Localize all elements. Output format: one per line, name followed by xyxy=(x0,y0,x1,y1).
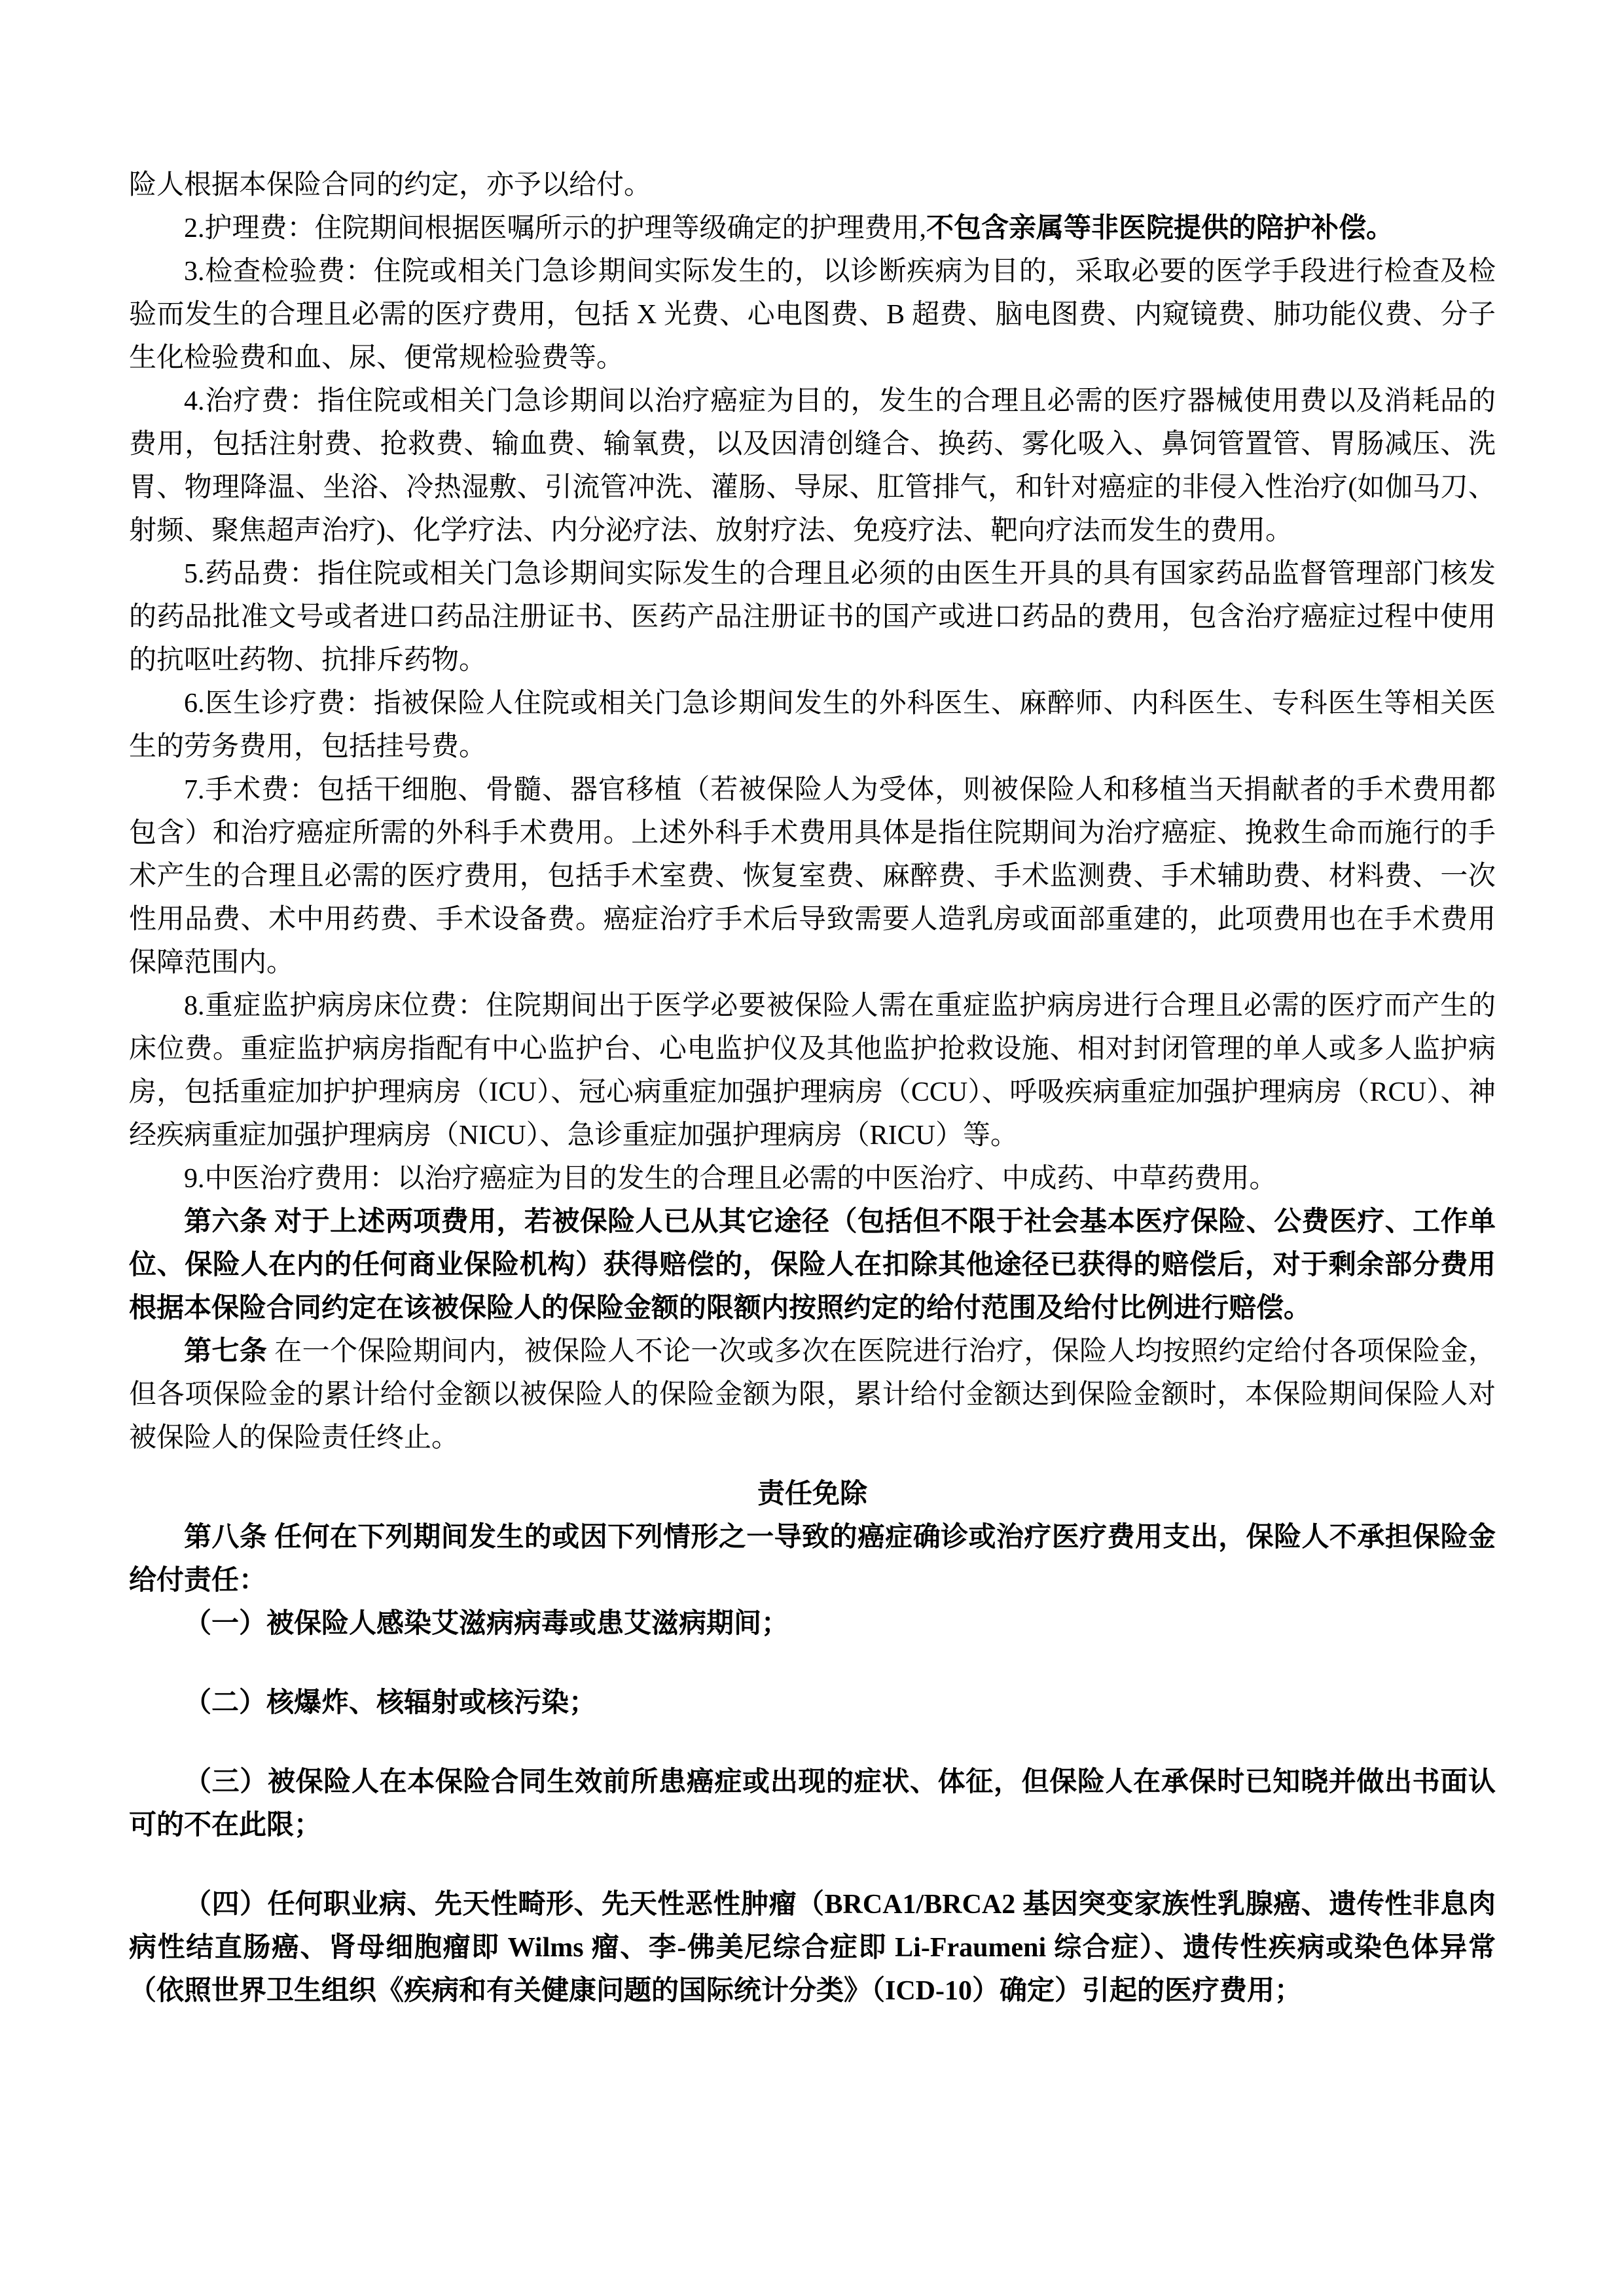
text-run: 5.药品费：指住院或相关门急诊期间实际发生的合理且必须的由医生开具的具有国家药品监督管理部门核发的药品批准文号或者进口药品注册证书、医药产品注册证书的国产或进口药品的费用，包含治疗癌症过程中使用的抗呕吐药物、抗排斥药物。 xyxy=(129,559,1496,675)
exclusion-1 xyxy=(129,1602,1496,1645)
text-run: （四）任何职业病、先天性畸形、先天性恶性肿瘤（BRCA1/BRCA2 基因突变家族性乳腺癌、遗传性非息肉病性结直肠癌、肾母细胞瘤即 Wilms 瘤、李-佛美尼综合症即 Li-Fraumeni 综合症）、遗传性疾病或染色体异常（依照世界卫生组织《疾病和有关健康问题的国际统计分类》（ICD-10）确定）引起的医疗费用； xyxy=(129,1890,1496,2006)
text-run: （二）核爆炸、核辐射或核污染； xyxy=(184,1688,597,1718)
item-7-surgery-fee xyxy=(129,768,1496,984)
text-run: 第六条 对于上述两项费用，若被保险人已从其它途径（包括但不限于社会基本医疗保险、公费医疗、工作单位、保险人在内的任何商业保险机构）获得赔偿的，保险人在扣除其他途径已获得的赔偿后，对于剩余部分费用根据本保险合同约定在该被保险人的保险金额的限额内按照约定的给付范围及给付比例进行赔偿。 xyxy=(129,1207,1496,1323)
item-4-treatment-fee xyxy=(129,380,1496,552)
text-run: 第八条 任何在下列期间发生的或因下列情形之一导致的癌症确诊或治疗医疗费用支出，保险人不承担保险金给付责任： xyxy=(129,1522,1496,1596)
clause-continuation xyxy=(129,164,1496,207)
text-run: 6.医生诊疗费：指被保险人住院或相关门急诊期间发生的外科医生、麻醉师、内科医生、专科医生等相关医生的劳务费用，包括挂号费。 xyxy=(129,689,1496,762)
text-run: 不包含亲属等非医院提供的陪护补偿。 xyxy=(926,213,1394,243)
exclusion-4 xyxy=(129,1883,1496,2013)
exclusion-2 xyxy=(129,1681,1496,1725)
text-run: 3.检查检验费：住院或相关门急诊期间实际发生的，以诊断疾病为目的，采取必要的医学手段进行检查及检验而发生的合理且必需的医疗费用，包括 X 光费、心电图费、B 超费、脑电图费、内窥镜费、肺功能仪费、分子生化检验费和血、尿、便常规检验费等。 xyxy=(129,257,1496,373)
item-3-examination-fee xyxy=(129,250,1496,380)
document-body xyxy=(129,164,1496,2013)
article-6 xyxy=(129,1200,1496,1330)
text-run: 8.重症监护病房床位费：住院期间出于医学必要被保险人需在重症监护病房进行合理且必需的医疗而产生的床位费。重症监护病房指配有中心监护台、心电监护仪及其他监护抢救设施、相对封闭管理的单人或多人监护病房，包括重症加护护理病房（ICU）、冠心病重症加强护理病房（CCU）、呼吸疾病重症加强护理病房（RCU）、神经疾病重症加强护理病房（NICU）、急诊重症加强护理病房（RICU）等。 xyxy=(129,991,1496,1151)
item-9-tcm-fee xyxy=(129,1157,1496,1200)
text-run: 险人根据本保险合同的约定，亦予以给付。 xyxy=(129,170,652,200)
text-run: （三）被保险人在本保险合同生效前所患癌症或出现的症状、体征，但保险人在承保时已知晓并做出书面认可的不在此限； xyxy=(129,1767,1496,1840)
text-run: 第七条 xyxy=(184,1336,275,1367)
section-heading-liability-exclusion xyxy=(129,1473,1496,1516)
exclusion-3 xyxy=(129,1761,1496,1847)
item-6-physician-fee xyxy=(129,682,1496,768)
text-run: （一）被保险人感染艾滋病病毒或患艾滋病期间； xyxy=(184,1609,789,1639)
text-run: 4.治疗费：指住院或相关门急诊期间以治疗癌症为目的，发生的合理且必需的医疗器械使用费以及消耗品的费用，包括注射费、抢救费、输血费、输氧费，以及因清创缝合、换药、雾化吸入、鼻饲管置管、胃肠减压、洗胃、物理降温、坐浴、冷热湿敷、引流管冲洗、灌肠、导尿、肛管排气，和针对癌症的非侵入性治疗(如伽马刀、射频、聚焦超声治疗)、化学疗法、内分泌疗法、放射疗法、免疫疗法、靶向疗法而发生的费用。 xyxy=(129,386,1496,546)
article-8 xyxy=(129,1516,1496,1602)
text-run: 2.护理费：住院期间根据医嘱所示的护理等级确定的护理费用, xyxy=(184,213,927,243)
article-7 xyxy=(129,1330,1496,1460)
item-2-nursing-fee xyxy=(129,207,1496,250)
text-run: 在一个保险期间内，被保险人不论一次或多次在医院进行治疗，保险人均按照约定给付各项保险金，但各项保险金的累计给付金额以被保险人的保险金额为限，累计给付金额达到保险金额时，本保险期间保险人对被保险人的保险责任终止。 xyxy=(129,1336,1496,1453)
item-8-icu-bed-fee xyxy=(129,984,1496,1157)
text-run: 责任免除 xyxy=(757,1479,867,1509)
item-5-medicine-fee xyxy=(129,552,1496,682)
text-run: 9.中医治疗费用：以治疗癌症为目的发生的合理且必需的中医治疗、中成药、中草药费用。 xyxy=(184,1164,1277,1194)
text-run: 7.手术费：包括干细胞、骨髓、器官移植（若被保险人为受体，则被保险人和移植当天捐献者的手术费用都包含）和治疗癌症所需的外科手术费用。上述外科手术费用具体是指住院期间为治疗癌症、挽救生命而施行的手术产生的合理且必需的医疗费用，包括手术室费、恢复室费、麻醉费、手术监测费、手术辅助费、材料费、一次性用品费、术中用药费、手术设备费。癌症治疗手术后导致需要人造乳房或面部重建的，此项费用也在手术费用保障范围内。 xyxy=(129,775,1496,978)
